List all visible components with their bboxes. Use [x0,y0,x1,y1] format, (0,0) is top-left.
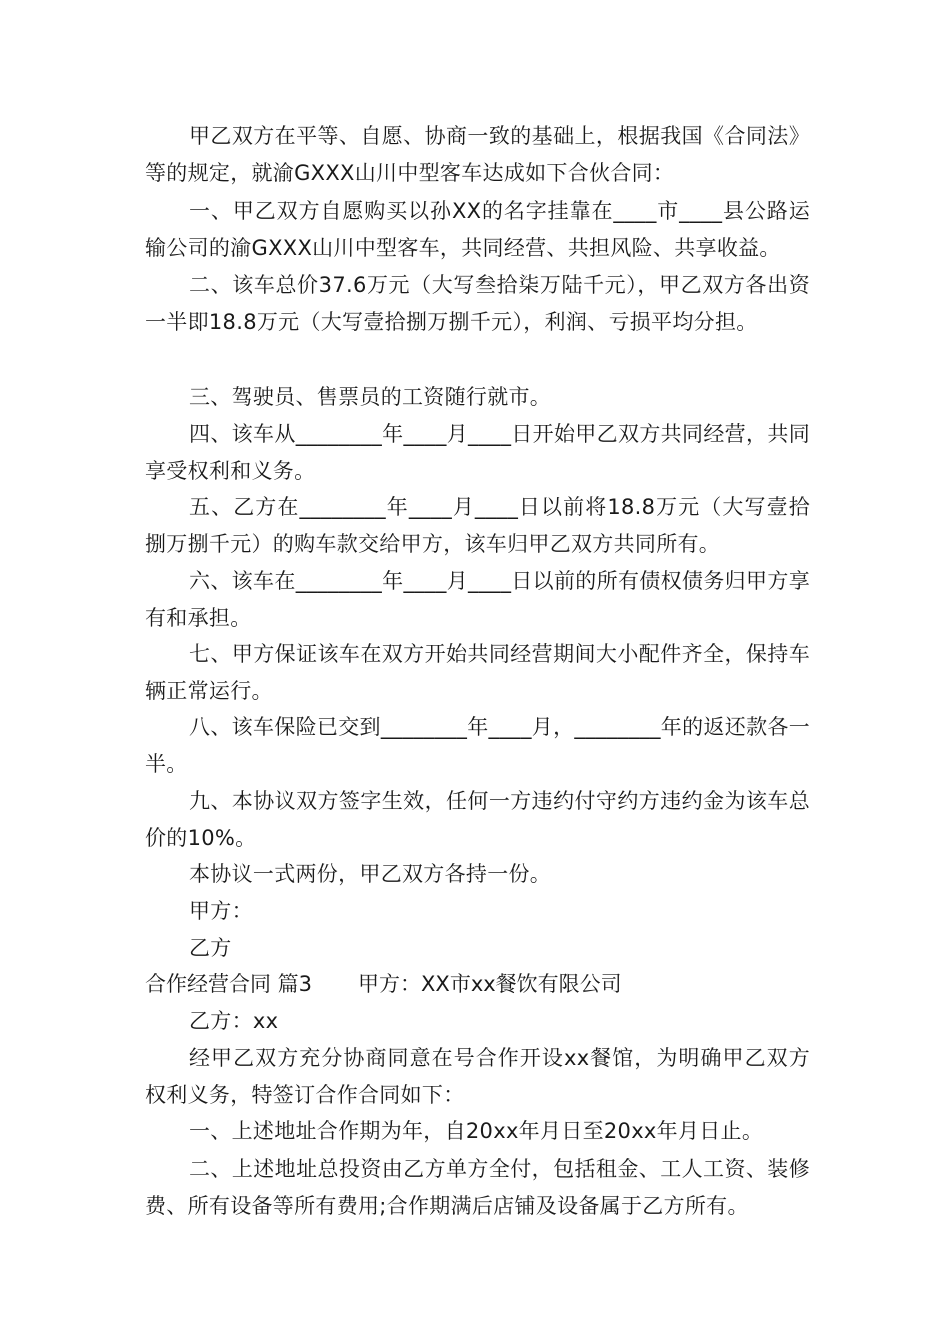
paragraph-clause-1: 一、甲乙双方自愿购买以孙XX的名字挂靠在____市____县公路运输公司的渝GXXX山川中型客车，共同经营、共担风险、共享收益。 [145,199,810,260]
paragraph-term: 一、上述地址合作期为年，自20xx年月日至20xx年月日止。 [189,1119,764,1143]
paragraph-copies: 本协议一式两份，甲乙双方各持一份。 [189,862,552,886]
paragraph-clause-9: 九、本协议双方签字生效，任何一方违约付守约方违约金为该车总价的10%。 [145,789,810,850]
paragraph-clause-6: 六、该车在________年____月____日以前的所有债权债务归甲方享有和承担。 [145,569,810,630]
party-b-signature-line: 乙方 [189,936,232,960]
party-a-name: 甲方：XX市xx餐饮有限公司 [358,972,622,996]
party-a-signature-line: 甲方： [189,899,253,923]
paragraph-intro: 甲乙双方在平等、自愿、协商一致的基础上，根据我国《合同法》等的规定，就渝GXXX山川中型客车达成如下合伙合同： [145,124,810,185]
paragraph-clause-8: 八、该车保险已交到________年____月，________年的返还款各一半。 [145,715,810,776]
paragraph-investment: 二、上述地址总投资由乙方单方全付，包括租金、工人工资、装修费、所有设备等所有费用;合作期满后店铺及设备属于乙方所有。 [145,1157,810,1218]
paragraph-clause-3: 三、驾驶员、售票员的工资随行就市。 [189,385,552,409]
party-b-name: 乙方：xx [189,1009,279,1033]
paragraph-clause-7: 七、甲方保证该车在双方开始共同经营期间大小配件齐全，保持车辆正常运行。 [145,642,810,703]
section-heading-row [145,966,810,1003]
section-title: 合作经营合同 篇3 [145,972,313,996]
paragraph-clause-5: 五、乙方在________年____月____日以前将18.8万元（大写壹拾捌万捌千元）的购车款交给甲方，该车归甲乙双方共同所有。 [145,495,810,556]
paragraph-clause-2: 二、该车总价37.6万元（大写叁拾柒万陆千元），甲乙双方各出资一半即18.8万元（大写壹拾捌万捌千元），利润、亏损平均分担。 [145,273,810,334]
paragraph-preamble: 经甲乙双方充分协商同意在号合作开设xx餐馆，为明确甲乙双方权利义务，特签订合作合同如下： [145,1046,810,1107]
paragraph-clause-4: 四、该车从________年____月____日开始甲乙双方共同经营，共同享受权利和义务。 [145,422,810,483]
